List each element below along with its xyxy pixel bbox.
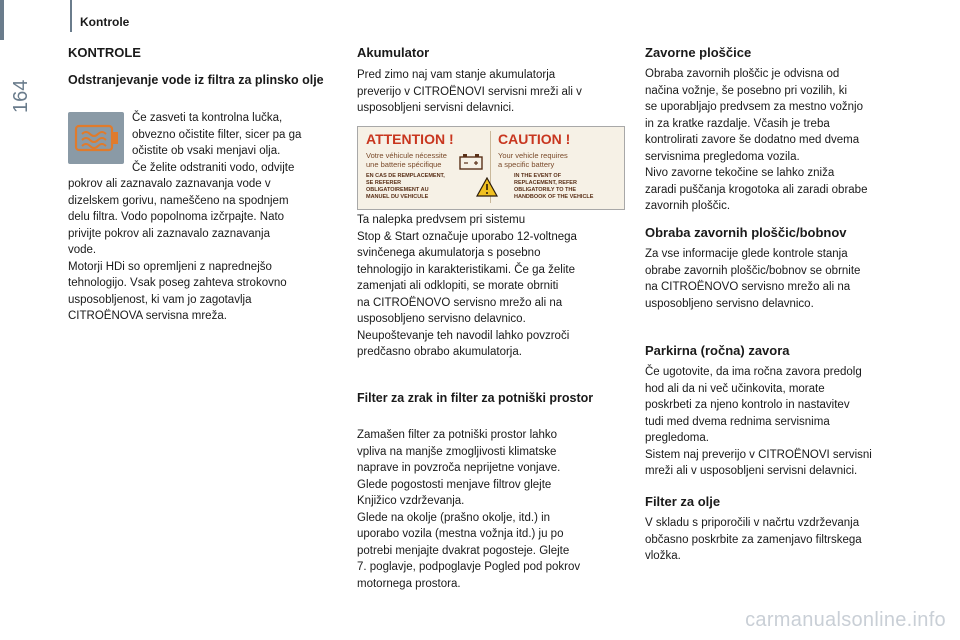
battery-icon bbox=[458, 153, 484, 171]
label-fr-title: ATTENTION ! bbox=[366, 131, 454, 147]
disc-wear-heading: Obraba zavornih ploščic/bobnov bbox=[645, 225, 847, 240]
warning-lamp-icon bbox=[68, 112, 124, 164]
battery-warning-label bbox=[357, 126, 625, 210]
air-filter-text: Zamašen filter za potniški prostor lahko vpliva na manjše zmogljivosti klimatske naprave in povzroča neprijetne vonjave. Glede pogostosti menjave filtrov glejte Knjižico vzdrževanja. Glede na okolje (prašno okolje, itd.) in uporabo vozila (mestna vožnja itd.) ju po potrebi menjajte dvakrat pogosteje. Glejte 7. poglavje, podpoglavje Pogled pod pokrov motornega prostora. bbox=[357, 429, 581, 590]
section-header: Kontrole bbox=[80, 15, 130, 29]
brake-pads-text: Obraba zavornih ploščic je odvisna od načina vožnje, še posebno pri vozilih, ki se uporabljajo predvsem za mestno vožnjo in za kratke razdalje. Včasih je treba kontrolirati zavore še dodatno med dvema servisnima pregledoma vozila. Nivo zavorne tekočine se lahko zniža zaradi puščanja krogotoka ali zaradi obrabe zavornih ploščic. bbox=[645, 68, 868, 212]
diesel-filter-water-icon bbox=[68, 112, 124, 164]
parking-brake-heading: Parkirna (ročna) zavora bbox=[645, 343, 790, 358]
parking-brake-text: Če ugotovite, da ima ročna zavora predolg hod ali da ni več učinkovita, morate poskrbeti za njeno kontrolo in nastavitev tudi med dvema rednima servisnima pregledoma. Sistem naj preverijo v CITROËNOVI servisni mreži ali v usposobljeni servisni delavnici. bbox=[645, 366, 872, 477]
battery-heading: Akumulator bbox=[357, 45, 430, 60]
page-number: 164 bbox=[10, 79, 32, 113]
page-edge-bar bbox=[0, 0, 4, 40]
label-en-small: IN THE EVENT OF REPLACEMENT, REFER OBLIGATORILY TO THE HANDBOOK OF THE VEHICLE bbox=[514, 173, 594, 200]
page-title: KONTROLE bbox=[68, 45, 141, 60]
watermark: carmanualsonline.info bbox=[745, 609, 946, 631]
battery-text-1: Pred zimo naj vam stanje akumulatorja preverijo v CITROËNOVI servisni mreži ali v usposobljeni servisni delavnici. bbox=[357, 69, 582, 114]
label-fr-sub: Votre véhicule nécessite une batterie spécifique bbox=[366, 151, 447, 169]
diesel-filter-text-2: pokrov ali zaznavalo zaznavanja vode v dizelskem gorivu, nameščeno na spodnjem delu filtra. Vodo popolnoma izčrpajte. Nato privijte pokrov ali zaznavalo zaznavanja vode. Motorji HDi so opremljeni z naprednejšo tehnologijo. Vsak poseg zahteva strokovno usposobljenost, ki vam jo zagotavlja CITROËNOVA servisna mreža. bbox=[68, 178, 289, 322]
disc-wear-text: Za vse informacije glede kontrole stanja obrabe zavornih ploščic/bobnov se obrnite na CITROËNOVO servisno mrežo ali na usposobljeno servisno delavnico. bbox=[645, 248, 861, 310]
oil-filter-text: V skladu s priporočili v načrtu vzdrževanja občasno poskrbite za zamenjavo filtrskega vložka. bbox=[645, 517, 862, 562]
label-en-title: CAUTION ! bbox=[498, 131, 571, 147]
oil-filter-heading: Filter za olje bbox=[645, 494, 721, 509]
header-rule bbox=[70, 0, 72, 32]
diesel-filter-text-1: Če zasveti ta kontrolna lučka, obvezno očistite filter, sicer pa ga očistite ob vsaki menjavi olja. Če želite odstraniti vodo, odvijte bbox=[132, 112, 302, 174]
brake-pads-heading: Zavorne ploščice bbox=[645, 45, 752, 60]
label-fr-small: EN CAS DE REMPLACEMENT, SE REFERER OBLIGATOIREMENT AU MANUEL DU VEHICULE bbox=[366, 173, 445, 200]
air-filter-heading: Filter za zrak in filter za potniški prostor bbox=[357, 391, 594, 405]
battery-text-2: Ta nalepka predvsem pri sistemu Stop & Start označuje uporabo 12-voltnega svinčenega akumulatorja s posebno tehnologijo in karakteristikami. Če ga želite zamenjati ali odklopiti, se morate obrniti na CITROËNOVO servisno mrežo ali na usposobljeno servisno delavnico. Neupoštevanje teh navodil lahko povzroči predčasno obrabo akumulatorja. bbox=[357, 214, 577, 358]
label-en-sub: Your vehicle requires a specific battery bbox=[498, 151, 568, 169]
warning-triangle-icon bbox=[476, 177, 498, 197]
diesel-filter-heading: Odstranjevanje vode iz filtra za plinsko olje bbox=[68, 73, 324, 87]
